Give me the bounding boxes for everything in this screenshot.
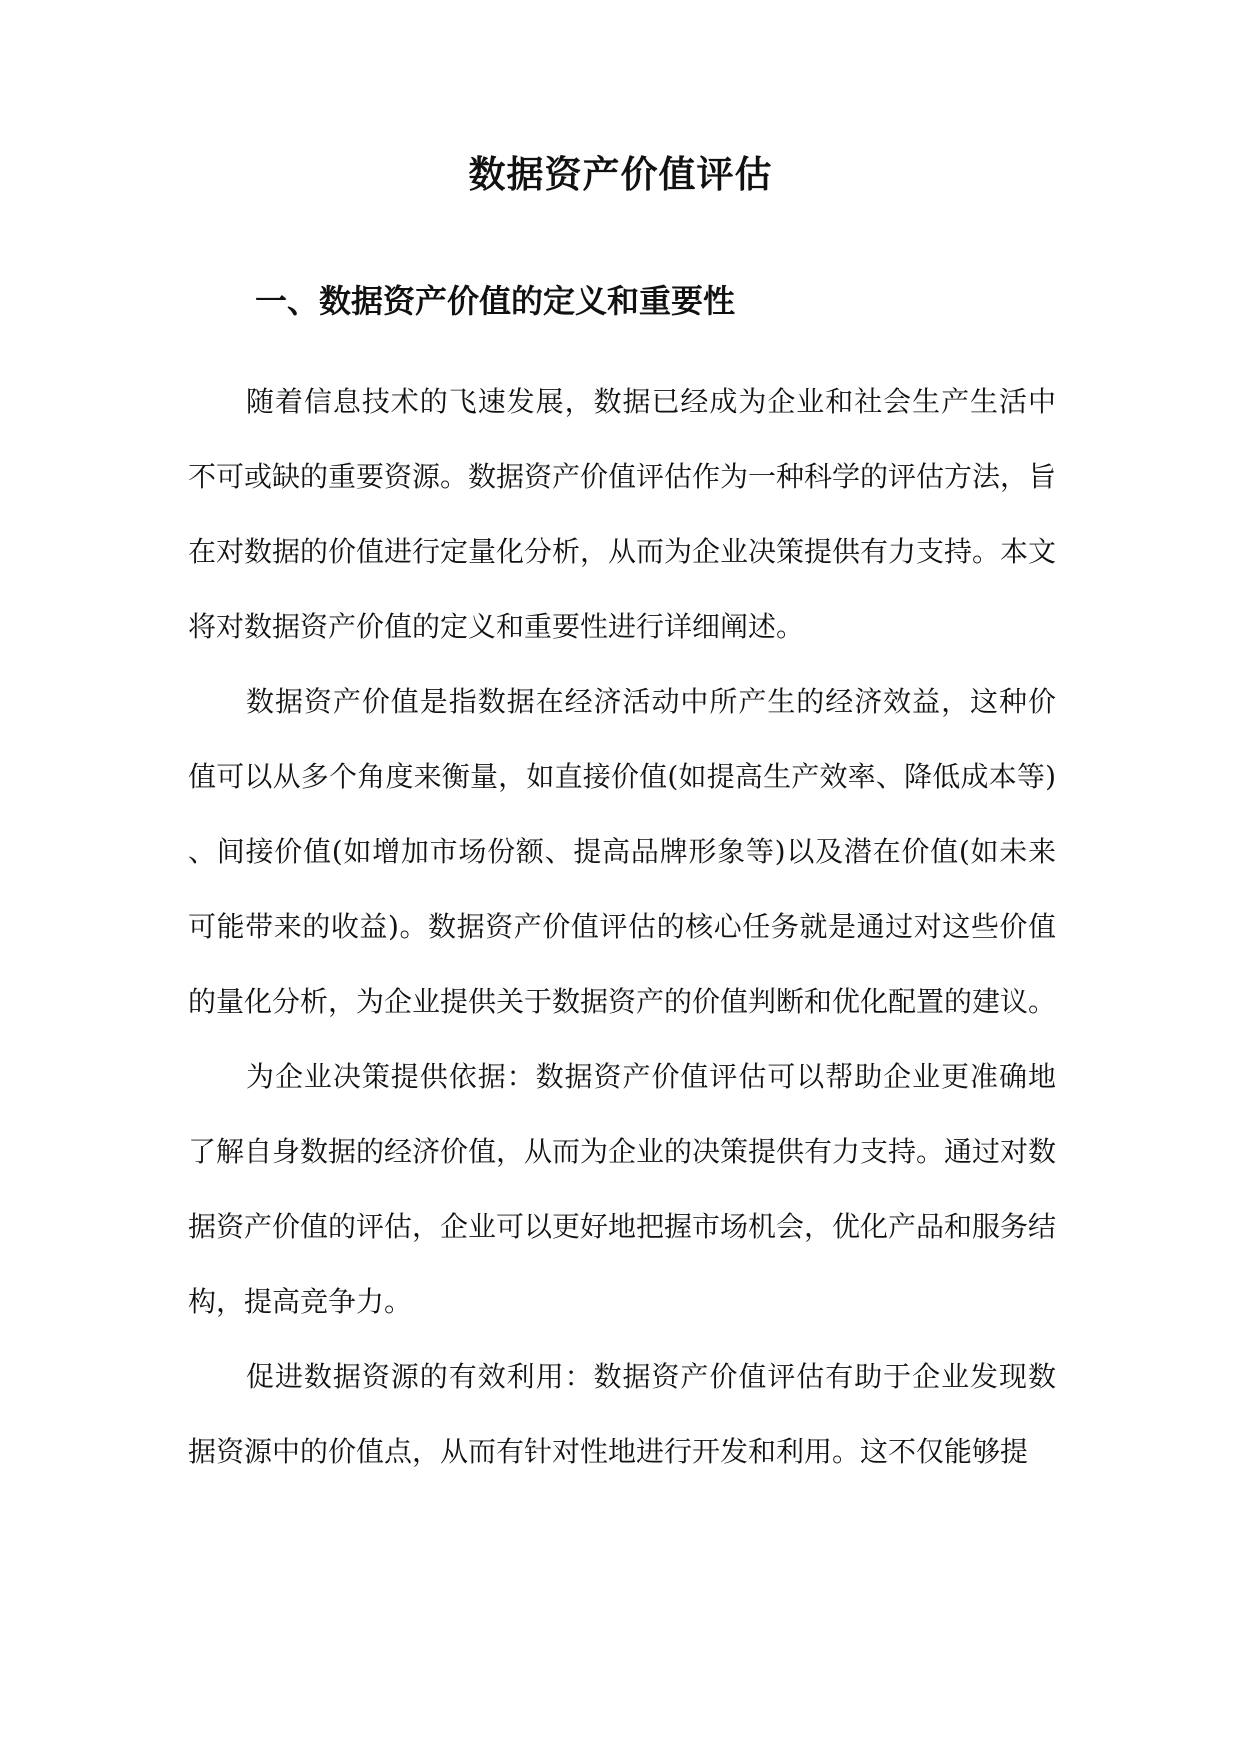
document-title: 数据资产价值评估 bbox=[468, 152, 773, 196]
paragraph-3: 为企业决策提供依据：数据资产价值评估可以帮助企业更准确地了解自身数据的经济价值，从而为企业的决策提供有力支持。通过对数据资产价值的评估，企业可以更好地把握市场机会，优化产品和服务结构，提高竞争力。 bbox=[188, 1060, 1057, 1318]
body-text bbox=[188, 364, 1056, 1489]
paragraph-2: 数据资产价值是指数据在经济活动中所产生的经济效益，这种价值可以从多个角度来衡量，如直接价值(如提高生产效率、降低成本等)、间接价值(如增加市场份额、提高品牌形象等)以及潜在价值(如未来可能带来的收益)。数据资产价值评估的核心任务就是通过对这些价值的量化分析，为企业提供关于数据资产的价值判断和优化配置的建议。 bbox=[188, 685, 1057, 1018]
section-heading: 一、数据资产价值的定义和重要性 bbox=[255, 282, 736, 320]
paragraph-4: 促进数据资源的有效利用：数据资产价值评估有助于企业发现数据资源中的价值点，从而有针对性地进行开发和利用。这不仅能够提 bbox=[188, 1360, 1056, 1468]
paragraph-1: 随着信息技术的飞速发展，数据已经成为企业和社会生产生活中不可或缺的重要资源。数据资产价值评估作为一种科学的评估方法，旨在对数据的价值进行定量化分析，从而为企业决策提供有力支持。本文将对数据资产价值的定义和重要性进行详细阐述。 bbox=[188, 385, 1057, 643]
